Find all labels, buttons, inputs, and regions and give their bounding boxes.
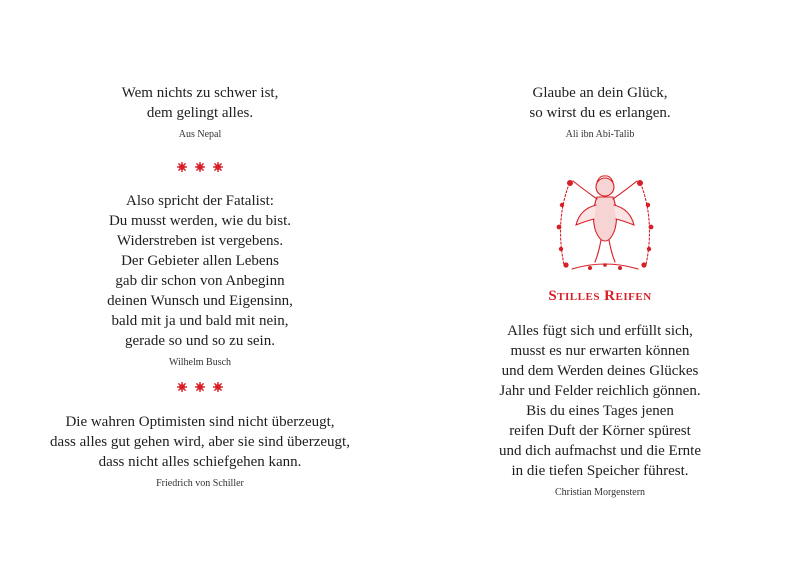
quote-author: Ali ibn Abi-Talib [565,129,635,140]
verse-line: Du musst werden, wie du bist. [108,213,292,229]
quote-schiller [0,412,400,490]
three-stars-icon [175,380,225,394]
verse-line: reifen Duft der Körner spürest [509,423,691,439]
verse-line: dass nicht alles schiefgehen kann. [98,454,302,470]
quote-author: Wilhelm Busch [168,357,232,368]
verse-line: dass alles gut gehen wird, aber sie sind überzeugt, [50,434,350,450]
quote-text [0,412,400,472]
quote-ali [400,83,800,141]
poem-text [400,321,800,481]
verse-line: musst es nur erwarten können [510,343,690,359]
verse-line: Wem nichts zu schwer ist, [121,85,279,101]
poem-morgenstern [400,321,800,499]
asterism-divider [0,379,400,393]
quote-busch [0,191,400,369]
three-stars-icon [175,160,225,174]
verse-line: bald mit ja und bald mit nein, [111,313,289,329]
verse-line: Bis du eines Tages jenen [526,403,674,419]
poem-title: Stilles Reifen [548,288,652,304]
verse-line: so wirst du es erlangen. [529,105,671,121]
right-page [400,0,800,562]
quote-author: Aus Nepal [178,129,222,140]
verse-line: gab dir schon von Anbeginn [115,273,285,289]
verse-line: dem gelingt alles. [146,105,254,121]
quote-nepal [0,83,400,141]
poem-author: Christian Morgenstern [554,487,646,498]
quote-text [0,83,400,123]
quote-text [0,191,400,351]
verse-line: in die tiefen Speicher führest. [511,463,689,479]
verse-line: Jahr und Felder reichlich gönnen. [499,383,701,399]
verse-line: gerade so und so zu sein. [125,333,275,349]
asterism-divider [0,159,400,173]
cherub-illustration [550,165,660,280]
verse-line: Die wahren Optimisten sind nicht überzeugt, [65,414,335,430]
verse-line: Also spricht der Fatalist: [126,193,274,209]
quote-author: Friedrich von Schiller [156,478,244,489]
verse-line: Der Gebieter allen Lebens [121,253,279,269]
quote-text [400,83,800,123]
verse-line: Glaube an dein Glück, [532,85,668,101]
verse-line: und dich aufmachst und die Ernte [498,443,702,459]
verse-line: Widerstreben ist vergebens. [116,233,284,249]
verse-line: deinen Wunsch und Eigensinn, [107,293,293,309]
verse-line: und dem Werden deines Glückes [501,363,699,379]
verse-line: Alles fügt sich und erfüllt sich, [507,323,693,339]
